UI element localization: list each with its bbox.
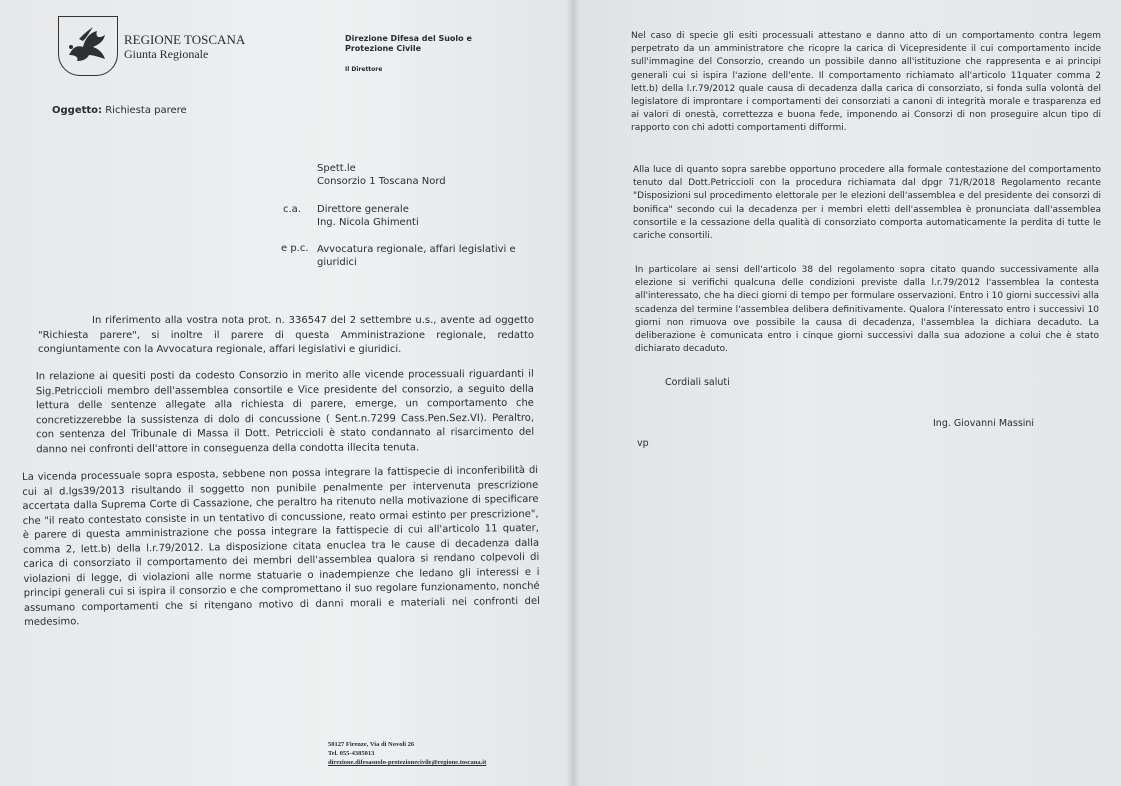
recipient-line-1: Spett.le — [317, 163, 356, 174]
footer-address: 50127 Firenze, Via di Novoli 26 — [328, 741, 415, 748]
body-paragraph-1: In riferimento alla vostra nota prot. n. 336547 del 2 settembre u.s., avente ad oggetto "Richiesta parere", si inoltre il parere di questa Amministrazione regionale, redatto congiuntamente con la Avvocatura regionale, affari legislativi e giuridici. — [38, 315, 534, 355]
epc-block — [317, 243, 516, 269]
directorate-title: Direzione Difesa del Suolo e Protezione Civile — [345, 34, 472, 53]
right-paragraph-3: In particolare ai sensi dell'articolo 38 del regolamento sopra citato quando successivamente alla elezione si verifichi qualcuna delle condizioni previste dalla l.r.79/2012 l'assemblea la contesta all'interessato, che ha dieci giorni di tempo per formulare osservazioni. Entro i 10 giorni successivi alla scadenza del termine l'assemblea delibera definitivamente. Qualora l'interessato entro i successivi 10 giorni non rimuova ove possibile la causa di decadenza, l'assemblea la dichiara decaduto. La deliberazione è comunicata entro i cinque giorni successivi dalla sua adozione a colui che è stato dichiarato decaduto. — [635, 265, 1099, 355]
closing-salutation: Cordiali saluti — [665, 377, 730, 388]
director-label: Il Direttore — [345, 66, 383, 73]
letter-page-right — [573, 0, 1121, 786]
page-fold — [566, 0, 580, 786]
footer-phone: Tel. 055-4385013 — [328, 750, 375, 757]
author-initials: vp — [637, 438, 649, 449]
footer-email: direzione.difesasuolo-protezionecivile@regione.toscana.it — [328, 759, 487, 766]
subject-text: Richiesta parere — [105, 105, 187, 116]
ca-label: c.a. — [283, 204, 301, 215]
body-paragraph-2: In relazione ai quesiti posti da codesto Consorzio in merito alle vicende processuali riguardanti il Sig.Petriccioli membro dell'assemblea consortile e Vice presidente del consorzio, a seguito della lettura delle sentenze allegate alla richiesta di parere, emerge, un comportamento che concretizzerebbe la sussistenza di dolo di concussione ( Sent.n.7299 Cass.Pen.Sez.VI). Peraltro, con sentenza del Tribunale di Massa il Dott. Petriccioli è stato condannato al risarcimento del danno nei confronti dell'attore in conseguenza della condotta illecita tenuta. — [35, 368, 535, 455]
epc-line-2: giuridici — [317, 257, 357, 268]
recipient-line-2: Consorzio 1 Toscana Nord — [317, 176, 446, 187]
recipient-block — [317, 162, 446, 188]
right-paragraph-2: Alla luce di quanto sopra sarebbe opportuno procedere alla formale contestazione del comportamento tenuto dal Dott.Petriccioli con la procedura richiamata dal dpgr 71/R/2018 Regolamento recante "Disposizioni sul procedimento elettorale per le elezioni dell'assemblea e del presidente dei consorzi di bonifica" secondo cui la decadenza per i membri eletti dell'assemblea è pronunciata dall'assemblea consortile e la cessazione della qualità di consorziato comporta automaticamente la perdita di tutte le cariche consortili. — [633, 165, 1101, 242]
pegasus-icon — [59, 17, 117, 75]
subject-line — [52, 105, 187, 116]
region-logo — [58, 16, 118, 76]
ca-line-1: Direttore generale — [317, 204, 409, 215]
ca-line-2: Ing. Nicola Ghimenti — [317, 217, 419, 228]
body-paragraph-3: La vicenda processuale sopra esposta, sebbene non possa integrare la fattispecie di inconferibilità di cui al d.lgs39/2013 risultando il soggetto non punibile penalmente per intervenuta prescrizione accertata dalla Suprema Corte di Cassazione, che peraltro ha ritenuto nella motivazione di specificare che "il reato contestato consiste in un tentativo di concussione, reato ormai estinto per prescrizione", è parere di questa amministrazione che possa integrare la fattispecie di cui all'articolo 11 quater, comma 2, lett.b) della l.r.79/2012. La disposizione citata enuclea tra le cause di decadenza dalla carica di consorziato il comportamento dei membri dell'assemblea qualora si rendano colpevoli di violazioni di legge, di violazioni alle norme statuarie o inadempienze che ledano gli interessi e i principi generali cui si ispira il consorzio e che compromettano il suo regolare funzionamento, nonché assumano comportamenti che si ritengano motivo di danni morali e materiali nei confronti del medesimo. — [22, 464, 540, 628]
ca-block — [317, 203, 419, 229]
signature-name: Ing. Giovanni Massini — [933, 418, 1035, 429]
right-paragraph-1: Nel caso di specie gli esiti processuali attestano e danno atto di un comportamento contra legem perpetrato da un amministratore che ricopre la carica di Vicepresidente il cui comportamento incide sull'immagine del Consorzio, creando un possibile danno all'istituzione che rappresenta e ai principi generali cui si ispira l'azione dell'ente. Il comportamento richiamato all'articolo 11quater comma 2 lett.b) della l.r.79/2012 quale causa di decadenza dalla carica di consorziato, si fonda sulla volontà del legislatore di improntare i comportamenti dei consorziati a canoni di integrità morale e trasparenza ed ai valori di onestà, correttezza e buona fede, imponendo ai Consorzi di non proseguire alcun tipo di rapporto con chi adotti comportamenti difformi. — [631, 31, 1101, 134]
epc-line-1: Avvocatura regionale, affari legislativi e — [317, 244, 516, 255]
subject-label: Oggetto: — [52, 105, 103, 116]
epc-label: e p.c. — [281, 243, 309, 254]
footer-address-block — [328, 740, 486, 767]
region-subtitle: Giunta Regionale — [124, 47, 209, 61]
region-name: REGIONE TOSCANA — [124, 32, 246, 47]
